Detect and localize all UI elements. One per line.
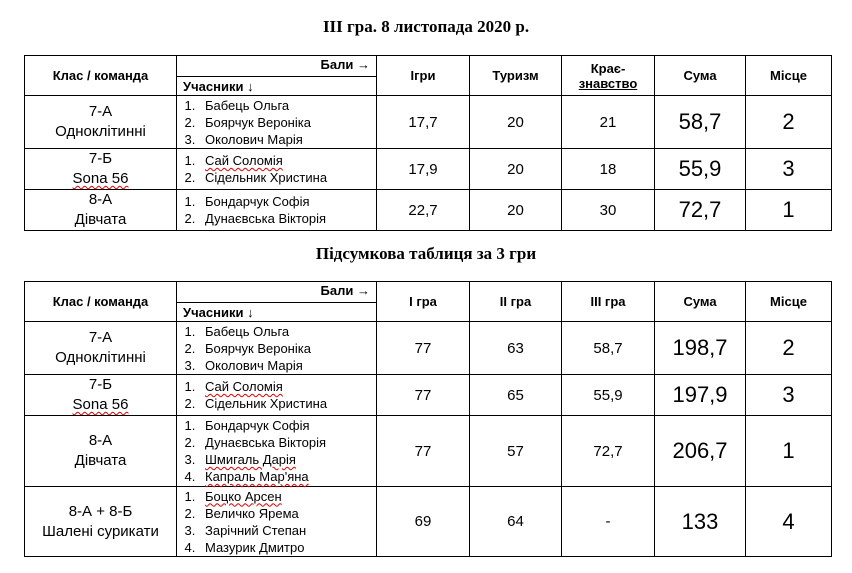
team-cell: 7-Б Sona 56 — [25, 375, 177, 416]
col-bali-uchasnyky — [177, 56, 377, 96]
col-igry: Ігри — [377, 56, 470, 96]
game3-title: ІІІ гра. 8 листопада 2020 р. — [322, 17, 530, 36]
place: 3 — [746, 375, 832, 416]
score-igry: 17,7 — [377, 96, 470, 149]
table-row — [25, 190, 832, 231]
game3-table — [24, 55, 832, 231]
members-cell: 1. Бондарчук Софія 2. Дунаєвська Вікторія 3. Шмигаль Дарія 4. Капраль Мар'яна — [177, 416, 377, 487]
bali-label: Бали → — [320, 283, 370, 298]
place: 2 — [746, 322, 832, 375]
score-game1: 77 — [377, 416, 470, 487]
sum: 55,9 — [655, 149, 746, 190]
place: 1 — [746, 416, 832, 487]
table-row — [25, 416, 832, 487]
header-row — [25, 282, 832, 322]
col-suma: Сума — [655, 282, 746, 322]
uchasnyky-label: Учасники ↓ — [183, 79, 254, 94]
score-turyzm: 20 — [470, 190, 562, 231]
sum: 197,9 — [655, 375, 746, 416]
score-game1: 77 — [377, 375, 470, 416]
col-mistse: Місце — [746, 282, 832, 322]
col-mistse: Місце — [746, 56, 832, 96]
score-game1: 69 — [377, 487, 470, 557]
members-cell: 1. Сай Соломія 2. Сідельник Христина — [177, 149, 377, 190]
col-bali-uchasnyky — [177, 282, 377, 322]
team-cell: 7-Б Sona 56 — [25, 149, 177, 190]
arrow-right-icon: → — [357, 57, 370, 72]
score-game3: 72,7 — [562, 416, 655, 487]
col-game2: ІІ гра — [470, 282, 562, 322]
score-game1: 77 — [377, 322, 470, 375]
sum: 58,7 — [655, 96, 746, 149]
team-cell: 7-А Одноклітинні — [25, 96, 177, 149]
team-cell: 8-А Дівчата — [25, 416, 177, 487]
uchasnyky-label: Учасники ↓ — [183, 305, 254, 320]
team-cell: 8-А + 8-Б Шалені сурикати — [25, 487, 177, 557]
score-game2: 57 — [470, 416, 562, 487]
score-game3: 58,7 — [562, 322, 655, 375]
score-kraieznavstvo: 21 — [562, 96, 655, 149]
members-cell: 1. Сай Соломія 2. Сідельник Христина — [177, 375, 377, 416]
sum: 206,7 — [655, 416, 746, 487]
score-game3: 55,9 — [562, 375, 655, 416]
arrow-down-icon: ↓ — [247, 79, 254, 94]
sum: 198,7 — [655, 322, 746, 375]
col-suma: Сума — [655, 56, 746, 96]
sum: 72,7 — [655, 190, 746, 231]
place: 1 — [746, 190, 832, 231]
score-igry: 17,9 — [377, 149, 470, 190]
score-igry: 22,7 — [377, 190, 470, 231]
col-class-team: Клас / команда — [25, 282, 177, 322]
arrow-down-icon: ↓ — [247, 305, 254, 320]
arrow-right-icon: → — [357, 283, 370, 298]
sum: 133 — [655, 487, 746, 557]
members-cell: 1. Боцко Арсен 2. Величко Ярема 3. Зарічний Степан 4. Мазурик Дмитро — [177, 487, 377, 557]
col-turyzm: Туризм — [470, 56, 562, 96]
members-cell: 1. Бабець Ольга 2. Боярчук Вероніка 3. Околович Марія — [177, 96, 377, 149]
table-row — [25, 149, 832, 190]
divider — [177, 76, 376, 77]
col-game1: І гра — [377, 282, 470, 322]
team-cell: 8-А Дівчата — [25, 190, 177, 231]
place: 3 — [746, 149, 832, 190]
score-turyzm: 20 — [470, 149, 562, 190]
place: 2 — [746, 96, 832, 149]
team-cell: 7-А Одноклітинні — [25, 322, 177, 375]
table-row — [25, 487, 832, 557]
table-row — [25, 375, 832, 416]
bali-label: Бали → — [320, 57, 370, 72]
score-game2: 63 — [470, 322, 562, 375]
score-kraieznavstvo: 18 — [562, 149, 655, 190]
table-row — [25, 322, 832, 375]
col-game3: ІІІ гра — [562, 282, 655, 322]
summary-table — [24, 281, 832, 557]
place: 4 — [746, 487, 832, 557]
col-class-team: Клас / команда — [25, 56, 177, 96]
members-cell: 1. Бондарчук Софія 2. Дунаєвська Вікторія — [177, 190, 377, 231]
divider — [177, 302, 376, 303]
score-game2: 65 — [470, 375, 562, 416]
members-cell: 1. Бабець Ольга 2. Боярчук Вероніка 3. Околович Марія — [177, 322, 377, 375]
summary-title: Підсумкова таблиця за 3 гри — [315, 244, 537, 263]
score-game2: 64 — [470, 487, 562, 557]
col-kraieznavstvo: Крає- знавство — [562, 56, 655, 96]
header-row — [25, 56, 832, 96]
table-row — [25, 96, 832, 149]
score-kraieznavstvo: 30 — [562, 190, 655, 231]
score-game3: - — [562, 487, 655, 557]
score-turyzm: 20 — [470, 96, 562, 149]
